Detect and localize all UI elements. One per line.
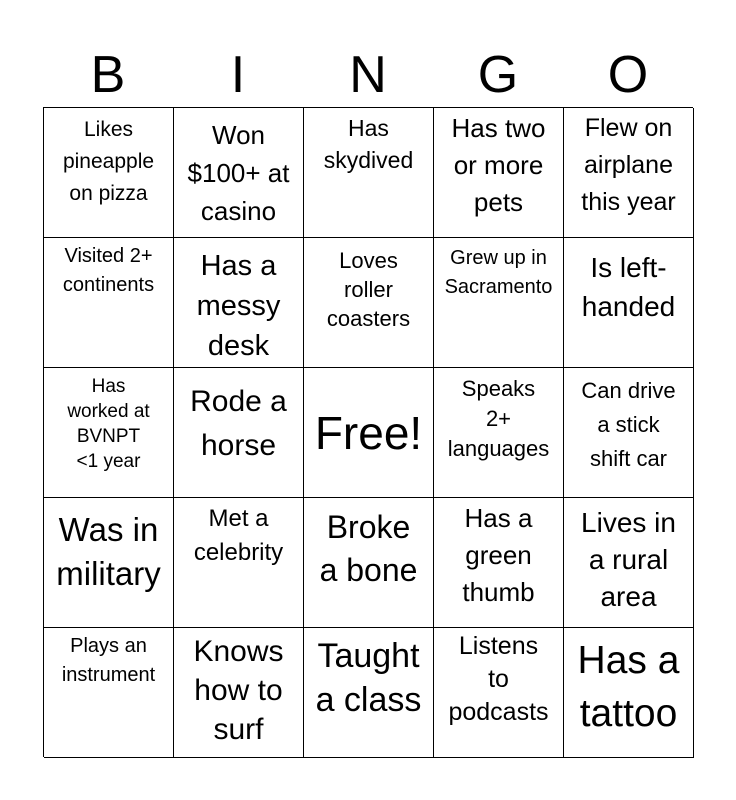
cell-label: Taught a class [315, 637, 422, 719]
cell-label: Loves roller coasters [326, 248, 411, 331]
bingo-cell-sacramento[interactable] [434, 238, 564, 368]
header-letter-i: I [230, 46, 246, 104]
cell-label: Free! [314, 406, 423, 459]
cell-label: Knows how to surf [193, 635, 284, 746]
cell-label: Grew up in Sacramento [444, 247, 553, 298]
cell-label: Won $100+ at casino [187, 120, 290, 226]
bingo-cell-continents[interactable] [44, 238, 174, 368]
bingo-cell-bvnpt[interactable] [44, 368, 174, 498]
bingo-cell-pineapple-pizza[interactable] [44, 108, 174, 238]
bingo-cell-taught-class[interactable] [304, 628, 434, 758]
cell-label: Has two or more pets [451, 113, 546, 217]
bingo-cell-airplane[interactable] [564, 108, 694, 238]
bingo-cell-left-handed[interactable] [564, 238, 694, 368]
bingo-cell-green-thumb[interactable] [434, 498, 564, 628]
bingo-cell-stick-shift[interactable] [564, 368, 694, 498]
header-letter-g: G [477, 46, 519, 104]
cell-label: Broke a bone [319, 509, 418, 588]
bingo-cell-free[interactable] [304, 368, 434, 498]
cell-label: Is left- handed [581, 252, 676, 322]
header-letter-n: N [349, 46, 387, 104]
cell-label: Visited 2+ continents [62, 245, 155, 296]
cell-label: Has a tattoo [577, 639, 680, 735]
bingo-cell-casino[interactable] [174, 108, 304, 238]
header-letter-o: O [607, 46, 649, 104]
bingo-cell-instrument[interactable] [44, 628, 174, 758]
cell-label: Has a green thumb [462, 503, 535, 607]
bingo-cell-horse[interactable] [174, 368, 304, 498]
bingo-cell-messy-desk[interactable] [174, 238, 304, 368]
bingo-cell-skydived[interactable] [304, 108, 434, 238]
bingo-cell-tattoo[interactable] [564, 628, 694, 758]
cell-label: Was in military [56, 511, 161, 592]
bingo-cell-surf[interactable] [174, 628, 304, 758]
bingo-cell-rural[interactable] [564, 498, 694, 628]
bingo-cell-military[interactable] [44, 498, 174, 628]
cell-label: Speaks 2+ languages [447, 376, 550, 461]
cell-label: Plays an instrument [61, 635, 156, 686]
cell-label: Listens to podcasts [448, 632, 549, 726]
cell-label: Has worked at BVNPT <1 year [67, 376, 150, 472]
bingo-cell-broke-bone[interactable] [304, 498, 434, 628]
header-letter-b: B [90, 46, 126, 104]
bingo-board [43, 107, 693, 757]
cell-label: Lives in a rural area [581, 507, 676, 612]
cell-label: Likes pineapple on pizza [62, 118, 155, 205]
cell-label: Has skydived [323, 115, 414, 173]
bingo-header [43, 44, 693, 106]
cell-label: Flew on airplane this year [581, 114, 676, 216]
cell-label: Can drive a stick shift car [581, 378, 676, 471]
bingo-cell-languages[interactable] [434, 368, 564, 498]
bingo-cell-roller-coasters[interactable] [304, 238, 434, 368]
cell-label: Has a messy desk [196, 250, 281, 362]
bingo-cell-celebrity[interactable] [174, 498, 304, 628]
cell-label: Met a celebrity [193, 505, 284, 566]
cell-label: Rode a horse [190, 385, 287, 462]
bingo-cell-pets[interactable] [434, 108, 564, 238]
bingo-cell-podcasts[interactable] [434, 628, 564, 758]
